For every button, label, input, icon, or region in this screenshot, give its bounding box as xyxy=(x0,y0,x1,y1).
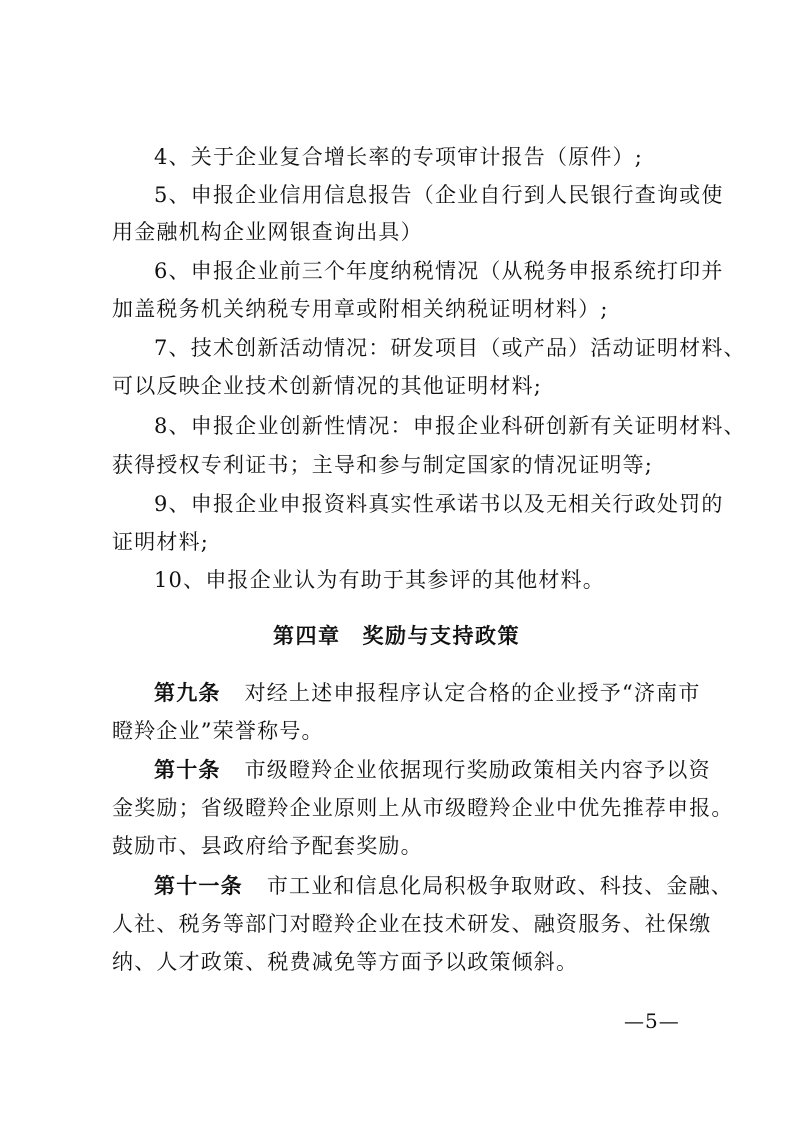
list-item-7-line-1: 7、技术创新活动情况：研发项目（或产品）活动证明材料、 xyxy=(154,336,746,360)
chapter-heading xyxy=(0,621,793,651)
page-number: —5— xyxy=(624,1009,680,1033)
list-item-8-line-1: 8、申报企业创新性情况：申报企业科研创新有关证明材料、 xyxy=(154,414,746,438)
article-9-label: 第九条 xyxy=(154,681,221,705)
list-item-6-line-1: 6、申报企业前三个年度纳税情况（从税务申报系统打印并 xyxy=(154,259,724,283)
list-item-7-line-2: 可以反映企业技术创新情况的其他证明材料; xyxy=(112,374,543,398)
article-10-line-3: 鼓励市、县政府给予配套奖励。 xyxy=(112,834,423,858)
chapter-title: 奖励与支持政策 xyxy=(362,624,520,648)
chapter-number: 第四章 xyxy=(273,624,341,648)
article-11-line-1 xyxy=(154,871,744,901)
article-11-line-2: 人社、税务等部门对瞪羚企业在技术研发、融资服务、社保缴 xyxy=(112,912,712,936)
list-item-4: 4、关于企业复合增长率的专项审计报告（原件）; xyxy=(154,145,644,169)
article-10-line-2: 金奖励；省级瞪羚企业原则上从市级瞪羚企业中优先推荐申报。 xyxy=(112,796,734,820)
list-item-9-line-1: 9、申报企业申报资料真实性承诺书以及无相关行政处罚的 xyxy=(154,492,724,516)
list-item-9-line-2: 证明材料; xyxy=(112,530,210,554)
article-10-label: 第十条 xyxy=(154,758,221,782)
article-11-label: 第十一条 xyxy=(154,874,243,898)
list-item-8-line-2: 获得授权专利证书；主导和参与制定国家的情况证明等; xyxy=(112,453,654,477)
article-9-line-1 xyxy=(154,678,744,708)
list-item-5-line-2: 用金融机构企业网银查询出具） xyxy=(112,220,423,244)
article-11-line-3: 纳、人才政策、税费减免等方面予以政策倾斜。 xyxy=(112,950,579,974)
list-item-10: 10、申报企业认为有助于其参评的其他材料。 xyxy=(154,568,605,592)
list-item-5-line-1: 5、申报企业信用信息报告（企业自行到人民银行查询或使 xyxy=(154,183,724,207)
article-9-line-2: 瞪羚企业”荣誉称号。 xyxy=(112,719,324,743)
list-item-6-line-2: 加盖税务机关纳税专用章或附相关纳税证明材料）; xyxy=(112,297,609,321)
article-11-text-1: 市工业和信息化局积极争取财政、科技、金融、 xyxy=(266,874,734,898)
article-10-text-1: 市级瞪羚企业依据现行奖励政策相关内容予以资 xyxy=(244,758,711,782)
article-10-line-1 xyxy=(154,755,744,785)
article-9-text-1: 对经上述申报程序认定合格的企业授予“济南市 xyxy=(244,681,701,705)
